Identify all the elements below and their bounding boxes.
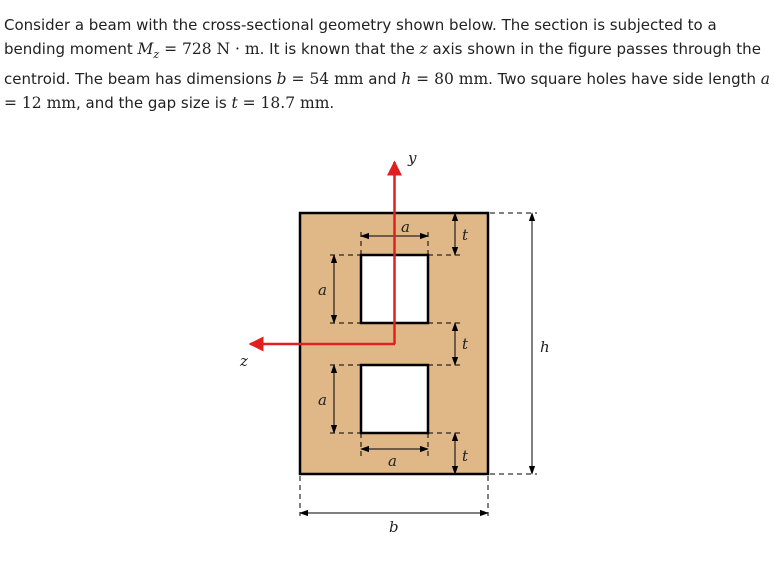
label-t-bottom: t — [462, 447, 469, 465]
label-t-top: t — [462, 226, 469, 244]
label-a-upper-left: a — [318, 281, 327, 299]
label-a-lower-left: a — [318, 391, 327, 409]
label-b: b — [389, 518, 399, 536]
y-axis-label: y — [408, 149, 417, 167]
z-axis-label: z — [240, 352, 248, 370]
label-a-top: a — [401, 218, 410, 236]
label-a-bottom: a — [388, 452, 397, 470]
lower-hole — [361, 365, 428, 433]
label-t-middle: t — [462, 335, 469, 353]
label-h: h — [540, 338, 550, 356]
problem-statement: Consider a beam with the cross-sectional geometry shown below. The section is subjected to a bending moment $M_z = 728$ N · m. It is known that the z axis shown in the figure passes through the centroid. The beam has dimensions b = 54 mm and h = 80 mm. Two square holes have side length a = 12 mm, and the gap size is t = 18.7 mm. — [4, 16, 771, 112]
